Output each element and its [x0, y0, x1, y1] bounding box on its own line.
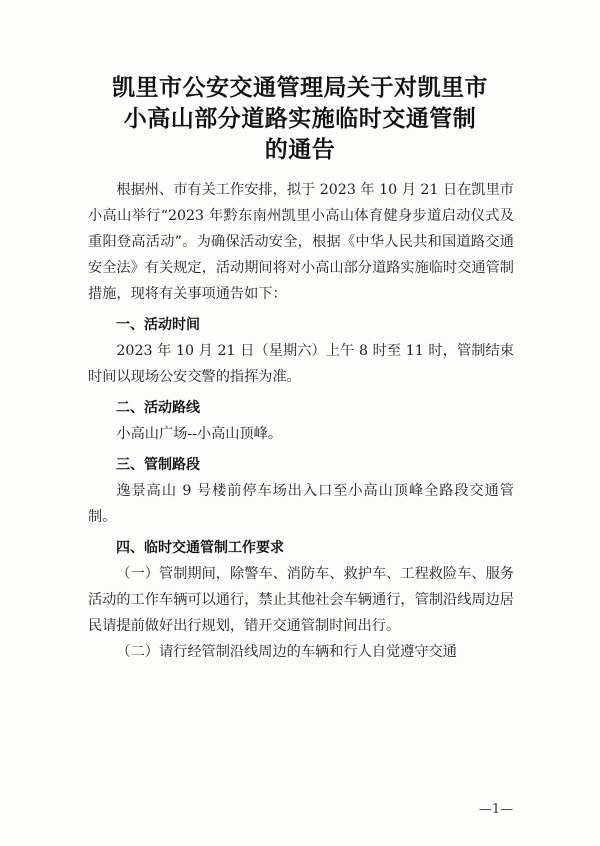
title-line-3: 的通告 — [264, 136, 336, 163]
section-heading-time: 一、活动时间 — [116, 317, 200, 333]
section-text-time: 2023 年 10 月 21 日（星期六）上午 8 时至 11 时，管制结束时间以现场公安交警的指挥为准。 — [88, 343, 514, 385]
section-heading-route: 二、活动路线 — [116, 400, 200, 416]
section-text-requirement-1: （一）管制期间，除警车、消防车、救护车、工程救险车、服务活动的工作车辆可以通行，禁止其他社会车辆通行，管制沿线周边居民请提前做好出行规划，错开交通管制时间出行。 — [88, 566, 514, 634]
section-text-requirement-2: （二）请行经管制沿线周边的车辆和行人自觉遵守交通 — [116, 644, 457, 660]
title-line-1: 凯里市公安交通管理局关于对凯里市 — [112, 74, 488, 101]
document-body — [88, 177, 514, 665]
page-number: —1— — [478, 802, 514, 817]
section-heading-controlled-road: 三、管制路段 — [116, 457, 200, 473]
intro-paragraph: 根据州、市有关工作安排，拟于 2023 年 10 月 21 日在凯里市小高山举行“2023 年黔东南州凯里小高山体育健身步道启动仪式及重阳登高活动”。为确保活动安全，根据《中华人民共和国道路交通安全法》有关规定，活动期间将对小高山部分道路实施临时交通管制措施，现将有关事项通告如下： — [88, 182, 514, 302]
section-text-controlled-road: 逸景高山 9 号楼前停车场出入口至小高山顶峰全路段交通管制。 — [88, 483, 514, 525]
title-line-2: 小高山部分道路实施临时交通管制 — [123, 105, 477, 132]
document-title — [60, 72, 540, 165]
section-heading-requirements: 四、临时交通管制工作要求 — [116, 540, 284, 556]
section-text-route: 小高山广场--小高山顶峰。 — [116, 426, 283, 442]
